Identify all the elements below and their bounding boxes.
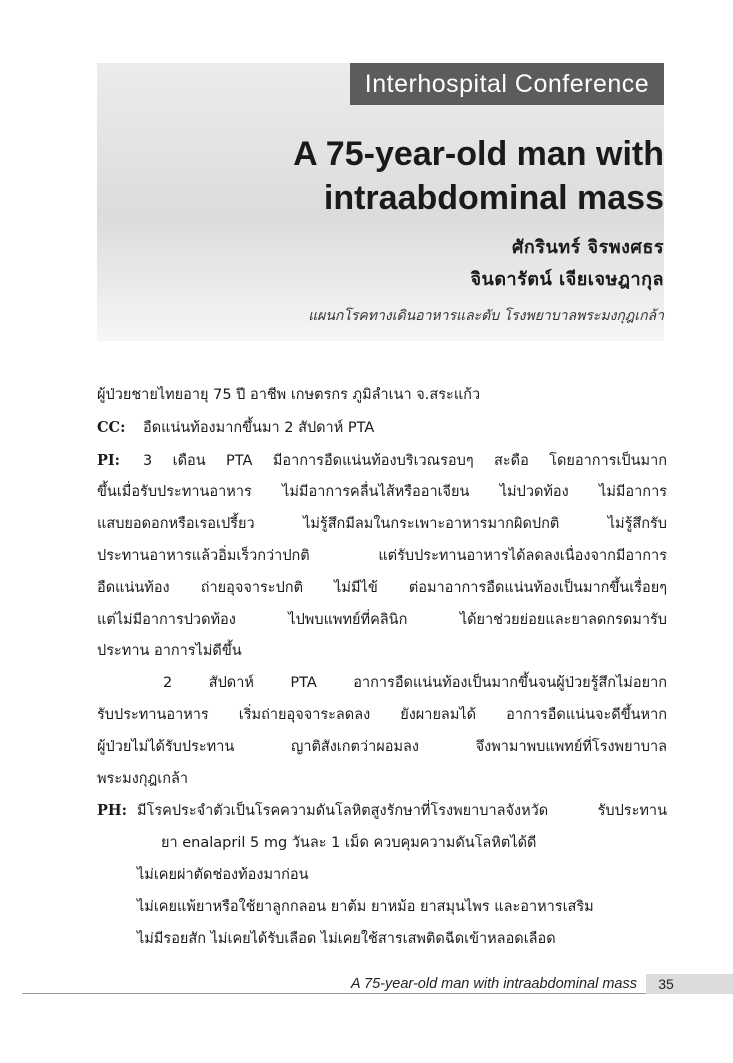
section-banner: Interhospital Conference — [350, 63, 664, 105]
pi-text-1: 3 เดือน PTA มีอาการอืดแน่นท้องบริเวณรอบๆ สะดือ โดยอาการเป็นมาก — [143, 452, 667, 469]
pi-line-7: ประทาน อาการไม่ดีขึ้น — [97, 643, 242, 660]
title-line-1: A 75-year-old man with — [293, 135, 664, 173]
title-line-2: intraabdominal mass — [323, 179, 664, 217]
author-1: ศักรินทร์ จิรพงศธร — [511, 237, 664, 258]
pi-line-5: อืดแน่นท้อง ถ่ายอุจจาระปกติ ไม่มีไข้ ต่อมาอาการอืดแน่นท้องเป็นมากขึ้นเรื่อยๆ — [97, 579, 667, 596]
pi-line-4: ประทานอาหารแล้วอิ่มเร็วกว่าปกติ แต่รับประทานอาหารได้ลดลงเนื่องจากมีอาการ — [97, 547, 667, 564]
cc-text: อืดแน่นท้องมากขึ้นมา 2 สัปดาห์ PTA — [143, 419, 375, 436]
pi-line-2: ขึ้นเมื่อรับประทานอาหาร ไม่มีอาการคลื่นไส้หรืออาเจียน ไม่ปวดท้อง ไม่มีอาการ — [97, 484, 667, 501]
ph-line-1 — [97, 795, 667, 828]
article-body — [97, 380, 667, 955]
pi-label: PI: — [97, 451, 121, 469]
ph-text-1: มีโรคประจำตัวเป็นโรคความดันโลหิตสูงรักษาที่โรงพยาบาลจังหวัด รับประทาน — [137, 803, 667, 820]
pi2-line-1: 2 สัปดาห์ PTA อาการอืดแน่นท้องเป็นมากขึ้นจนผู้ป่วยรู้สึกไม่อยาก — [163, 675, 667, 692]
pi-line-3: แสบยอดอกหรือเรอเปรี้ยว ไม่รู้สึกมีลมในกระเพาะอาหารมากผิดปกติ ไม่รู้สึกรับ — [97, 516, 667, 533]
footer-rule — [22, 993, 733, 994]
ph-line-2: ยา enalapril 5 mg วันละ 1 เม็ด ควบคุมความดันโลหิตได้ดี — [161, 835, 537, 852]
intro-line: ผู้ป่วยชายไทยอายุ 75 ปี อาชีพ เกษตรกร ภูมิลำเนา จ.สระแก้ว — [97, 387, 481, 403]
affiliation: แผนกโรคทางเดินอาหารและตับ โรงพยาบาลพระมงกุฎเกล้า — [308, 308, 664, 324]
author-2: จินดารัตน์ เจียเจษฎากุล — [470, 269, 664, 290]
ph-item-2: ไม่เคยแพ้ยาหรือใช้ยาลูกกลอน ยาต้ม ยาหม้อ ยาสมุนไพร และอาหารเสริม — [137, 898, 594, 915]
article-title — [144, 132, 664, 220]
pi2-line-4: พระมงกุฎเกล้า — [97, 770, 189, 787]
pi-line-1 — [97, 445, 667, 478]
ph-item-1: ไม่เคยผ่าตัดช่องท้องมาก่อน — [137, 866, 309, 883]
cc-line — [97, 412, 667, 445]
ph-label: PH: — [97, 802, 127, 820]
pi2-line-2: รับประทานอาหาร เริ่มถ่ายอุจจาระลดลง ยังผายลมได้ อาการอืดแน่นจะดีขึ้นหาก — [97, 706, 667, 723]
ph-item-3: ไม่มีรอยสัก ไม่เคยได้รับเลือด ไม่เคยใช้สารเสพติดฉีดเข้าหลอดเลือด — [137, 930, 556, 947]
page-number: 35 — [658, 976, 674, 992]
cc-label: CC: — [97, 418, 126, 436]
running-title: A 75-year-old man with intraabdominal mass — [350, 976, 637, 992]
pi2-line-3: ผู้ป่วยไม่ได้รับประทาน ญาติสังเกตว่าผอมลง จึงพามาพบแพทย์ที่โรงพยาบาล — [97, 738, 667, 755]
pi-line-6: แต่ไม่มีอาการปวดท้อง ไปพบแพทย์ที่คลินิก ได้ยาช่วยย่อยและยาลดกรดมารับ — [97, 611, 667, 628]
